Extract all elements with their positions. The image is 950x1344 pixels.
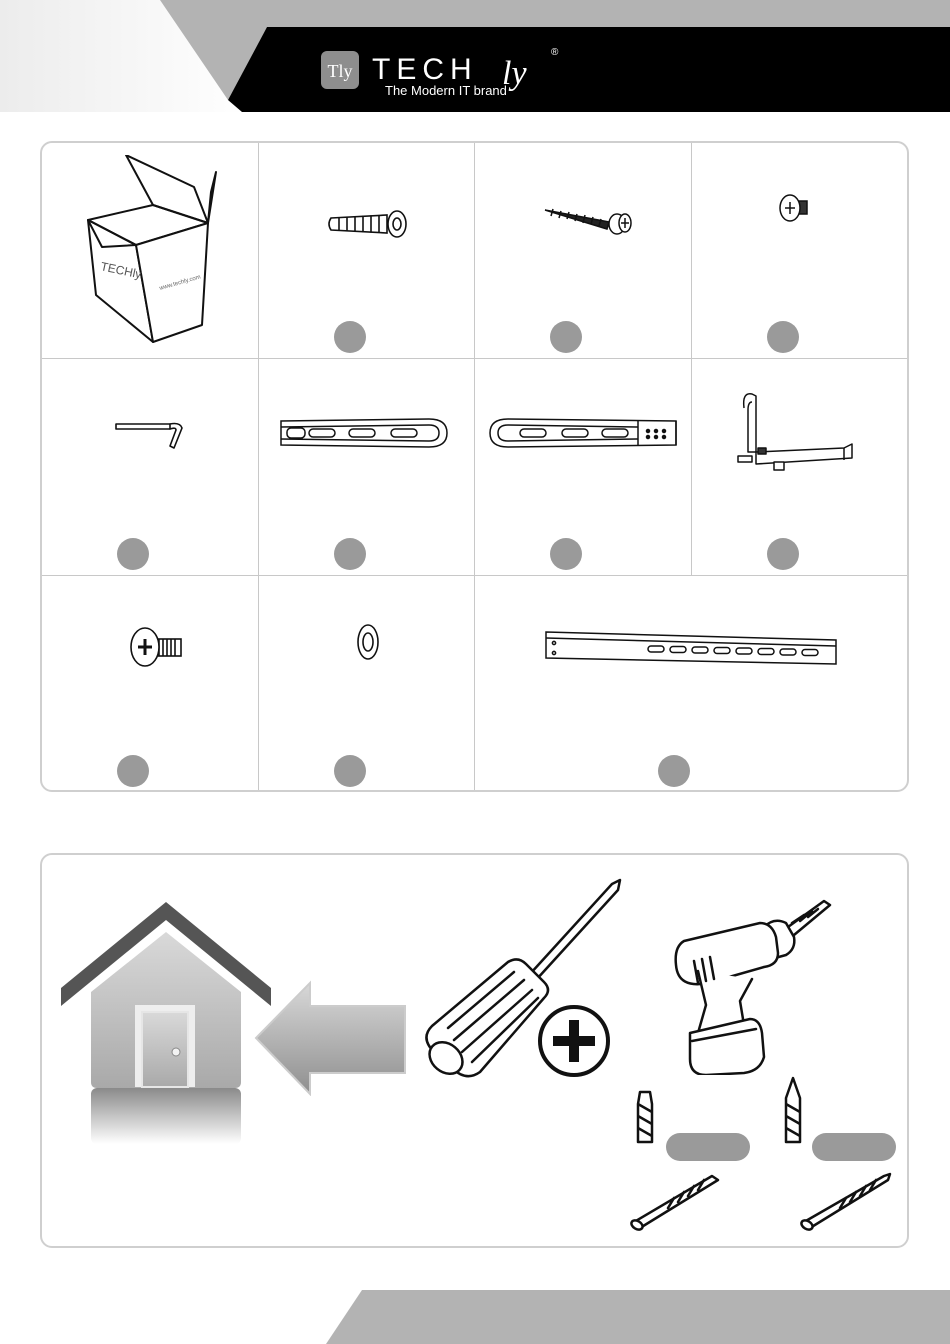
grid-divider bbox=[258, 143, 259, 790]
wood-bit-icon bbox=[778, 1076, 808, 1146]
arrow-left-icon bbox=[254, 980, 410, 1096]
grid-divider bbox=[42, 358, 907, 359]
masonry-bit-size-label bbox=[666, 1133, 750, 1161]
grid-divider bbox=[42, 575, 907, 576]
wood-bit-long-icon bbox=[798, 1170, 896, 1232]
wall-plug-icon bbox=[327, 209, 411, 239]
brand-name: TECH bbox=[372, 53, 478, 86]
part-number-badge bbox=[334, 755, 366, 787]
masonry-bit-icon bbox=[630, 1090, 660, 1146]
part-number-badge bbox=[550, 538, 582, 570]
rail-icon bbox=[544, 630, 840, 666]
part-number-badge bbox=[334, 538, 366, 570]
part-number-badge bbox=[550, 321, 582, 353]
phillips-plus-icon bbox=[536, 1003, 612, 1079]
part-number-badge bbox=[117, 755, 149, 787]
part-number-badge bbox=[767, 538, 799, 570]
masonry-bit-long-icon bbox=[628, 1170, 724, 1232]
part-number-badge bbox=[334, 321, 366, 353]
box-print-brand: TECHly bbox=[99, 259, 143, 282]
brand-tagline: The Modern IT brand bbox=[385, 83, 507, 98]
allen-key-icon bbox=[112, 418, 187, 454]
house-icon bbox=[58, 902, 274, 1148]
grid-divider bbox=[474, 143, 475, 790]
washer-icon bbox=[354, 622, 382, 662]
part-number-badge bbox=[117, 538, 149, 570]
wood-screw-icon bbox=[543, 204, 638, 236]
arm-right-icon bbox=[488, 413, 680, 453]
arm-left-icon bbox=[279, 413, 451, 453]
box-print-url: www.techly.com bbox=[158, 274, 202, 292]
l-bracket-icon bbox=[734, 388, 858, 474]
bolt-icon bbox=[127, 625, 185, 669]
part-number-badge bbox=[767, 321, 799, 353]
part-number-badge bbox=[658, 755, 690, 787]
logo-badge-text: Tly bbox=[327, 61, 353, 81]
wood-bit-size-label bbox=[812, 1133, 896, 1161]
registered-mark: ® bbox=[551, 47, 559, 58]
drill-icon bbox=[668, 893, 832, 1075]
grid-divider bbox=[691, 143, 692, 575]
brand-suffix: ly bbox=[502, 55, 527, 92]
small-screw-icon bbox=[776, 193, 812, 223]
logo-badge bbox=[320, 50, 360, 90]
box-icon bbox=[78, 155, 228, 350]
footer-band bbox=[0, 1290, 950, 1344]
